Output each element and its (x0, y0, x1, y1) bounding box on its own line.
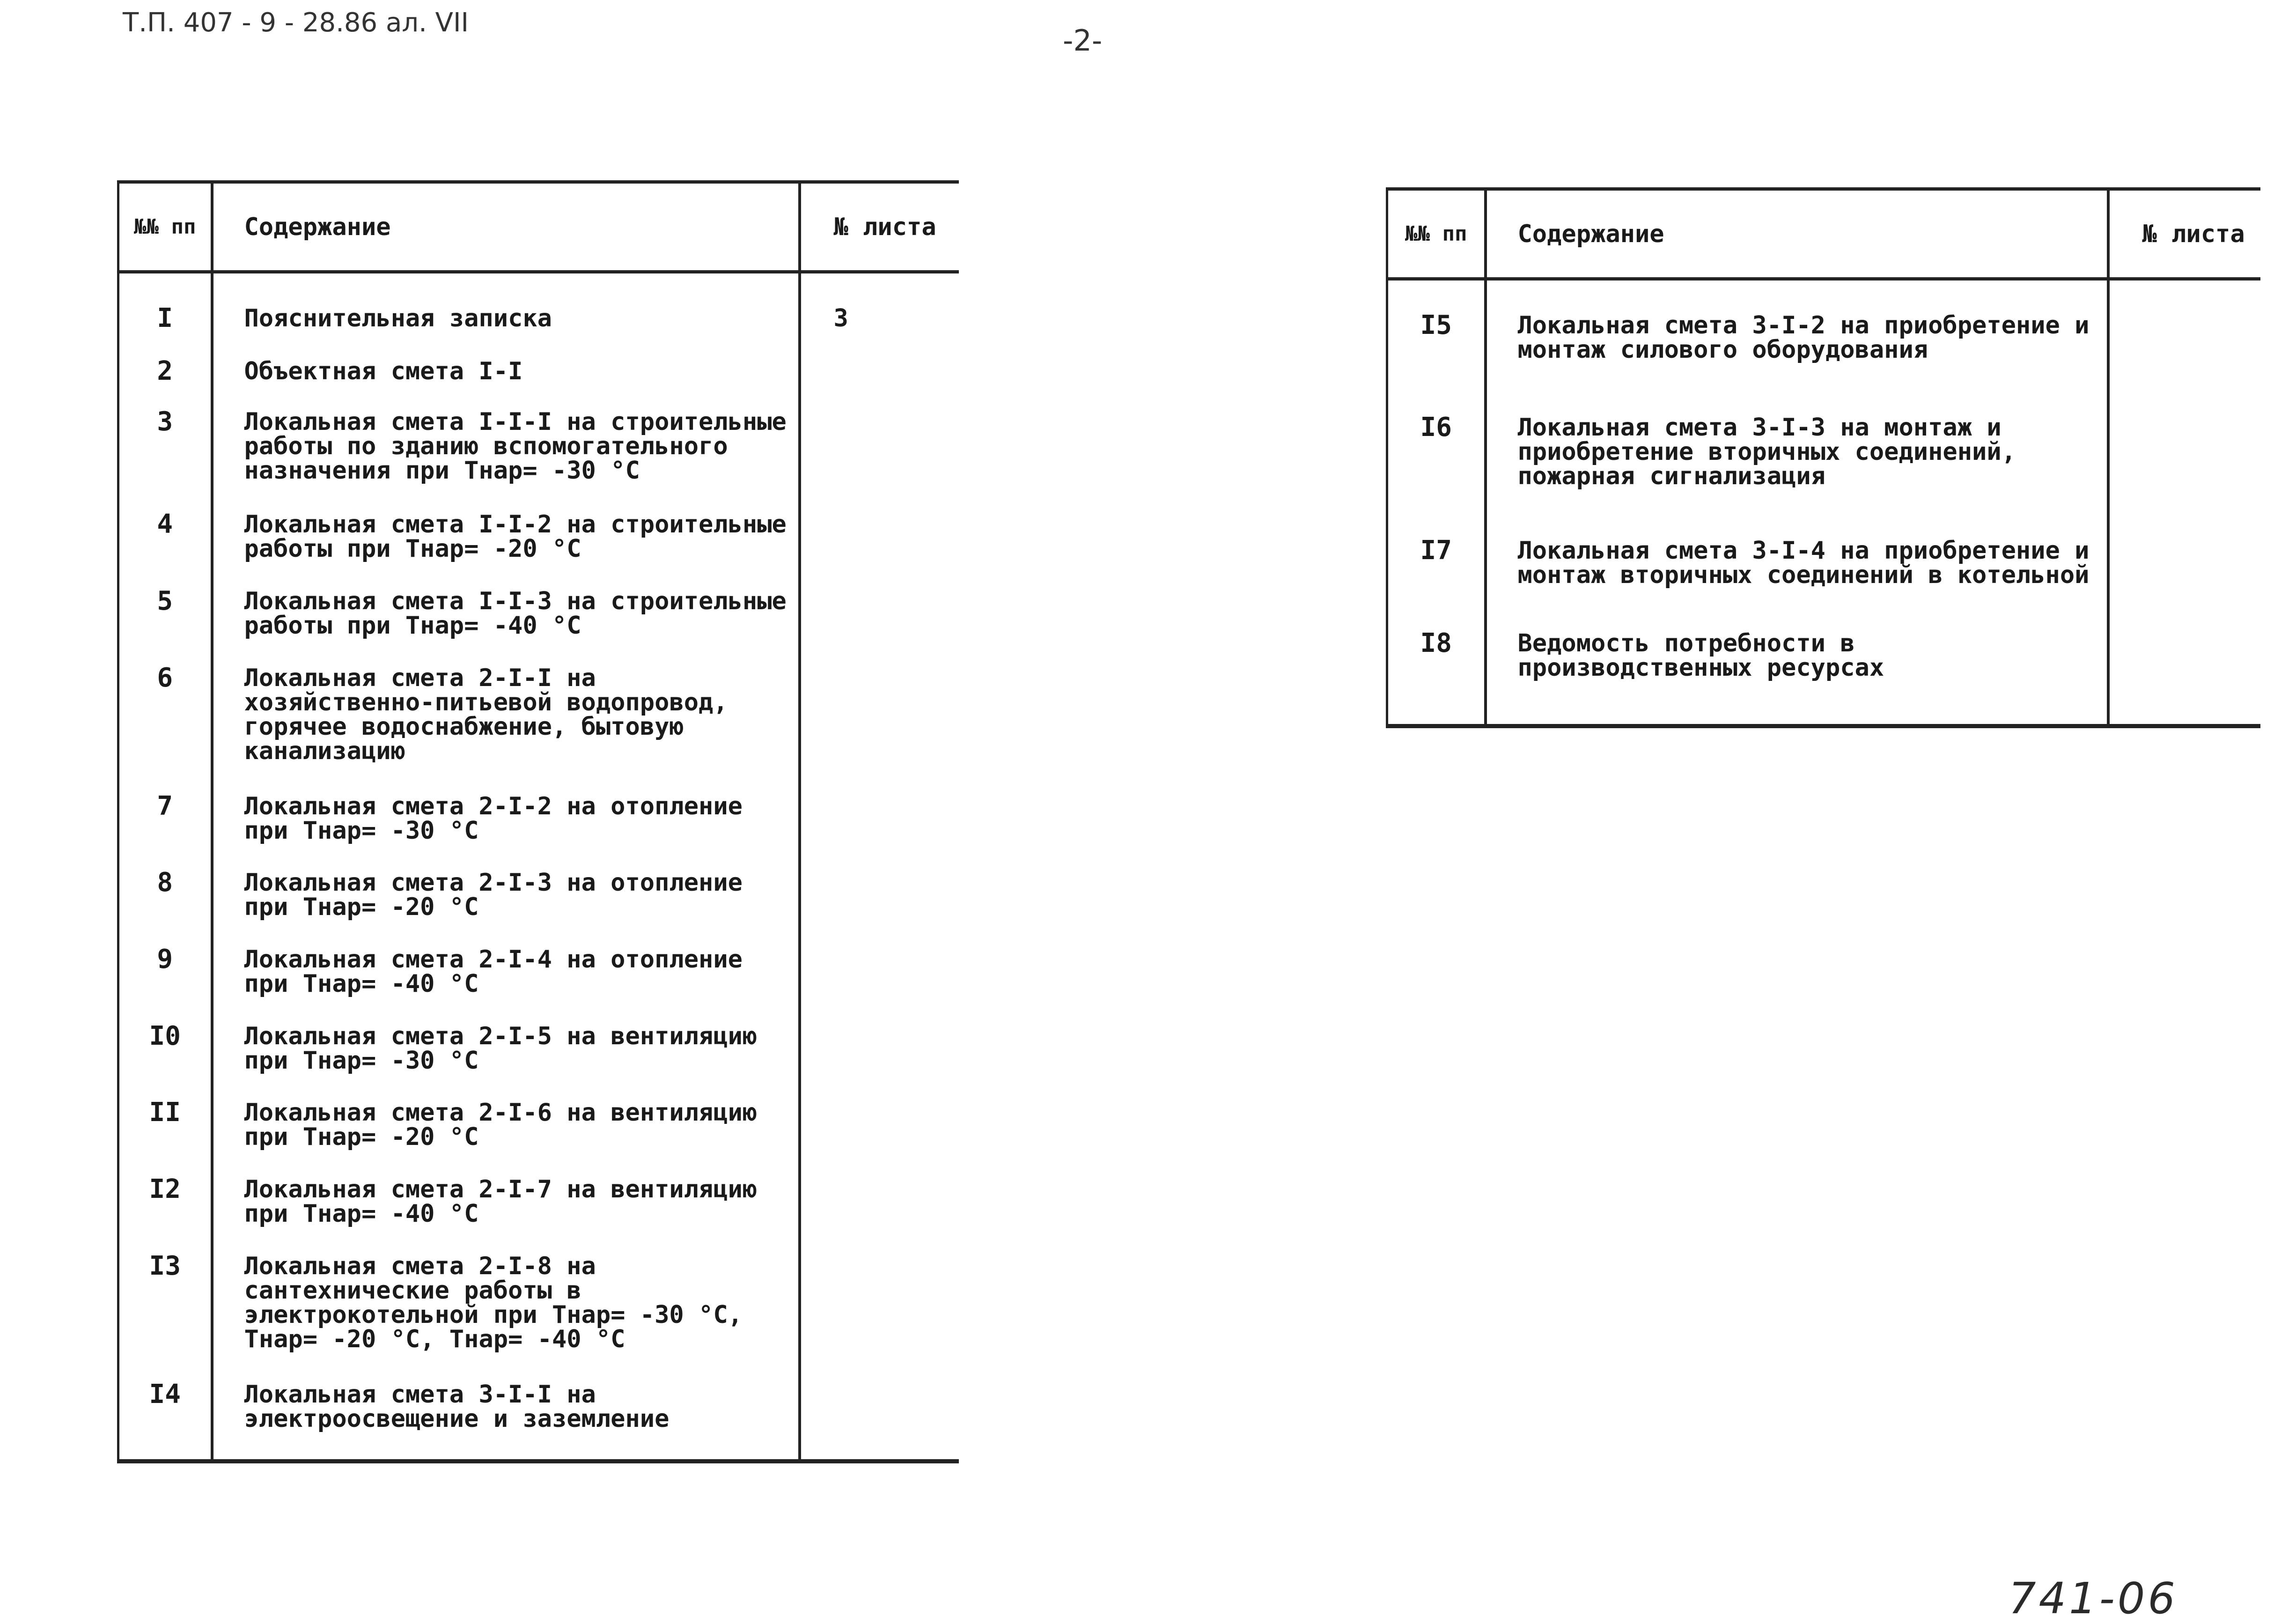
row-text: Локальная смета 2-I-I на хозяйственно-питьевой водопровод, горячее водоснабжение, бытовую канализацию (212, 666, 800, 794)
row-num: 9 (118, 947, 212, 1024)
row-text: Локальная смета 2-I-8 на сантехнические работы в электрокотельной при Тнар= -30 °С, Тнар= -20 °С, Тнар= -40 °С (212, 1254, 800, 1382)
row-sheet (800, 947, 959, 1024)
row-text: Локальная смета 2-I-6 на вентиляцию при Тнар= -20 °С (212, 1100, 800, 1177)
contents-table-left (117, 180, 959, 1463)
table-row (118, 1254, 959, 1382)
row-text: Локальная смета 3-I-4 на приобретение и монтаж вторичных соединений в котельной (1486, 539, 2108, 631)
row-sheet (800, 1382, 959, 1459)
row-text: Локальная смета 3-I-I на электроосвещение и заземление (212, 1382, 800, 1459)
row-num: I4 (118, 1382, 212, 1459)
row-sheet (800, 666, 959, 794)
row-sheet (800, 589, 959, 666)
row-num: I (118, 272, 212, 360)
header-sheet: № листа (2108, 189, 2260, 279)
row-num: II (118, 1100, 212, 1177)
row-sheet (800, 794, 959, 871)
table-row (1387, 415, 2260, 539)
table-row (118, 589, 959, 666)
row-sheet (800, 1100, 959, 1177)
row-sheet (2108, 415, 2260, 539)
row-text: Ведомость потребности в производственных ресурсах (1486, 631, 2108, 723)
table-row (118, 871, 959, 947)
row-num: 5 (118, 589, 212, 666)
table-row (118, 1024, 959, 1101)
table-row (118, 410, 959, 512)
table-row (118, 947, 959, 1024)
row-text: Локальная смета 2-I-4 на отопление при Тнар= -40 °С (212, 947, 800, 1024)
row-text: Локальная смета I-I-3 на строительные работы при Тнар= -40 °С (212, 589, 800, 666)
row-sheet: 3 (833, 304, 848, 332)
header-sheet: № листа (800, 182, 959, 272)
table-row (118, 1100, 959, 1177)
header-content: Содержание (212, 182, 800, 272)
row-text: Локальная смета I-I-2 на строительные работы при Тнар= -20 °С (212, 512, 800, 589)
row-text: Пояснительная записка (212, 272, 800, 360)
row-num: 2 (118, 359, 212, 410)
page-number: -2- (1063, 23, 1103, 58)
row-num: I8 (1387, 631, 1486, 723)
table-row (118, 1382, 959, 1459)
row-sheet (2108, 631, 2260, 723)
row-text: Локальная смета 2-I-2 на отопление при Тнар= -30 °С (212, 794, 800, 871)
row-sheet (800, 359, 959, 410)
row-text: Локальная смета 2-I-7 на вентиляцию при Тнар= -40 °С (212, 1177, 800, 1254)
row-num: I0 (118, 1024, 212, 1101)
archive-number: 741-06 (2009, 1573, 2178, 1624)
row-num: I5 (1387, 279, 1486, 415)
row-sheet (2108, 539, 2260, 631)
row-sheet (800, 1177, 959, 1254)
table-row (118, 512, 959, 589)
row-num: 6 (118, 666, 212, 794)
table-row (118, 1177, 959, 1254)
row-text: Локальная смета 3-I-3 на монтаж и приобретение вторичных соединений, пожарная сигнализация (1486, 415, 2108, 539)
row-num: I7 (1387, 539, 1486, 631)
row-sheet (800, 1254, 959, 1382)
contents-table-right (1386, 187, 2260, 728)
table-filler-row (118, 1459, 959, 1462)
table-row (1387, 279, 2260, 415)
row-num: 8 (118, 871, 212, 947)
row-sheet (800, 871, 959, 947)
header-num: №№ пп (118, 182, 212, 272)
table-header-row (1387, 189, 2260, 279)
row-text: Локальная смета 2-I-3 на отопление при Тнар= -20 °С (212, 871, 800, 947)
table-filler-row (1387, 723, 2260, 726)
row-num: I2 (118, 1177, 212, 1254)
table-row (1387, 539, 2260, 631)
table-row (1387, 631, 2260, 723)
table-header-row (118, 182, 959, 272)
row-num: 4 (118, 512, 212, 589)
row-num: I3 (118, 1254, 212, 1382)
row-sheet (800, 512, 959, 589)
row-sheet (800, 410, 959, 512)
row-sheet (2108, 279, 2260, 415)
document-code: Т.П. 407 - 9 - 28.86 ал. VII (123, 7, 469, 38)
header-content: Содержание (1486, 189, 2108, 279)
row-num: I6 (1387, 415, 1486, 539)
table-row (118, 666, 959, 794)
row-sheet (800, 1024, 959, 1101)
row-num: 3 (118, 410, 212, 512)
header-num: №№ пп (1387, 189, 1486, 279)
row-text: Локальная смета I-I-I на строительные работы по зданию вспомогательного назначения при Тнар= -30 °С (212, 410, 800, 512)
table-row (118, 794, 959, 871)
row-text: Локальная смета 2-I-5 на вентиляцию при Тнар= -30 °С (212, 1024, 800, 1101)
row-text: Объектная смета I-I (212, 359, 800, 410)
table-row (118, 359, 959, 410)
table-row (118, 272, 959, 360)
row-text: Локальная смета 3-I-2 на приобретение и монтаж силового оборудования (1486, 279, 2108, 415)
row-num: 7 (118, 794, 212, 871)
